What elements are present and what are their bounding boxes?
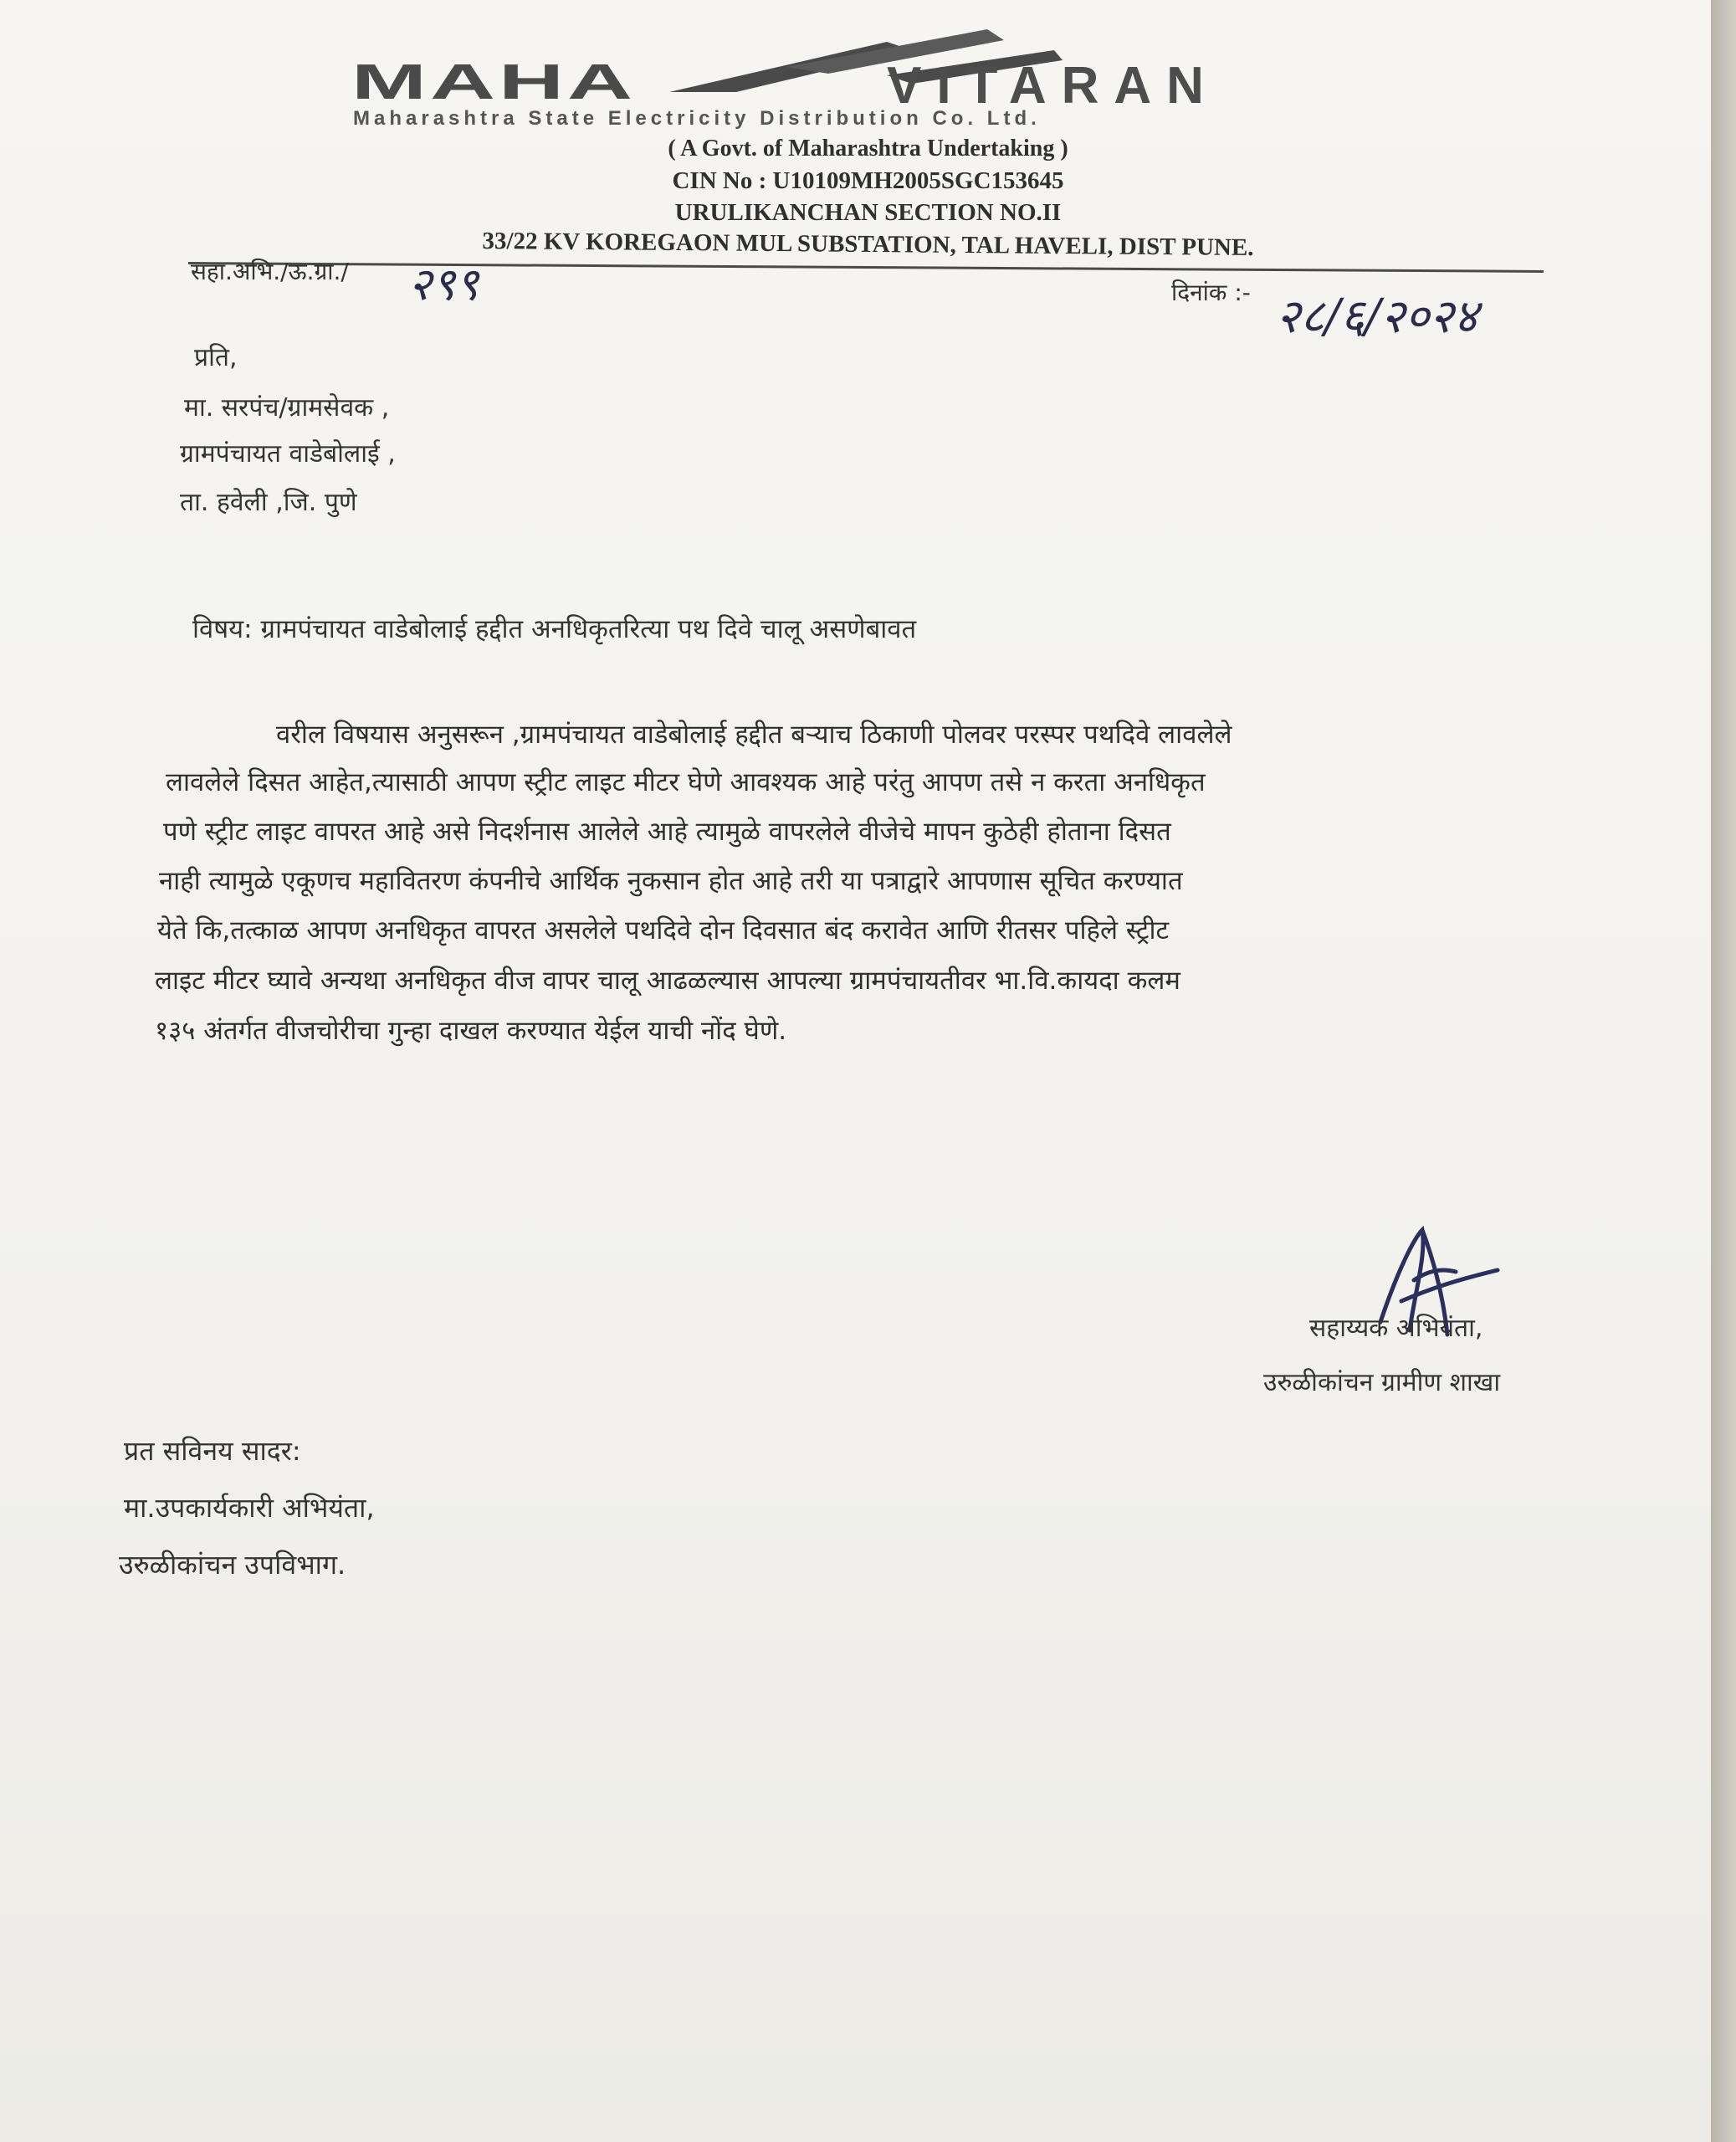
header-divider — [188, 262, 1544, 273]
date-label: दिनांक :- — [1171, 279, 1251, 306]
body-line: पणे स्ट्रीट लाइट वापरत आहे असे निदर्शनास आलेले आहे त्यामुळे वापरलेले वीजेचे मापन कुठेही होताना दिसत — [163, 817, 1171, 847]
signatory-office: उरुळीकांचन ग्रामीण शाखा — [1263, 1368, 1501, 1397]
recipient-line: प्रति, — [194, 343, 238, 372]
date-value: २८/६/२०२४ — [1276, 290, 1478, 344]
body-line: १३५ अंतर्गत वीजचोरीचा गुन्हा दाखल करण्यात येईल याची नोंद घेणे. — [155, 1016, 787, 1046]
body-line: येते कि,तत्काळ आपण अनधिकृत वापरत असलेले पथदिवे दोन दिवसात बंद करावेत आणि रीतसर पहिले स्ट्रीट — [157, 915, 1170, 945]
subject-line: विषय: ग्रामपंचायत वाडेबोलाई हद्दीत अनधिकृतरित्या पथ दिवे चालू असणेबावत — [192, 614, 917, 644]
reference-number: २९९ — [408, 258, 479, 310]
copy-to-line: मा.उपकार्यकारी अभियंता, — [124, 1492, 375, 1524]
cin-line: CIN No : U10109MH2005SGC153645 — [672, 167, 1064, 194]
brand-primary: MAHA — [351, 54, 636, 110]
recipient-line: ता. हवेली ,जि. पुणे — [180, 488, 357, 517]
body-line: लाइट मीटर घ्यावे अन्यथा अनधिकृत वीज वापर चालू आढळल्यास आपल्या ग्रामपंचायतीवर भा.वि.कायदा कलम — [155, 966, 1180, 996]
body-line: नाही त्यामुळे एकूणच महावितरण कंपनीचे आर्थिक नुकसान होत आहे तरी या पत्राद्वारे आपणास सूचित करण्यात — [159, 866, 1183, 896]
signatory-title: सहाय्यक अभियंता, — [1309, 1314, 1483, 1343]
background-surface — [1711, 0, 1736, 2142]
body-line: लावलेले दिसत आहेत,त्यासाठी आपण स्ट्रीट लाइट मीटर घेणे आवश्यक आहे परंतु आपण तसे न करता अनधिकृत — [166, 767, 1206, 797]
brand-tagline: Maharashtra State Electricity Distribution Co. Ltd. — [353, 107, 1041, 130]
reference-label: सहा.अभि./ऊ.ग्रा./ — [191, 258, 349, 285]
body-line: वरील विषयास अनुसरून ,ग्रामपंचायत वाडेबोलाई हद्दीत बऱ्याच ठिकाणी पोलवर परस्पर पथदिवे लावलेले — [276, 720, 1232, 750]
copy-to-line: उरुळीकांचन उपविभाग. — [119, 1549, 346, 1581]
recipient-line: मा. सरपंच/ग्रामसेवक , — [184, 393, 390, 423]
undertaking-line: ( A Govt. of Maharashtra Undertaking ) — [668, 136, 1068, 161]
recipient-line: ग्रामपंचायत वाडेबोलाई , — [180, 439, 396, 469]
substation-line: 33/22 KV KOREGAON MUL SUBSTATION, TAL HAVELI, DIST PUNE. — [482, 227, 1254, 262]
brand-secondary: VITARAN — [887, 57, 1219, 115]
section-line: URULIKANCHAN SECTION NO.II — [674, 199, 1062, 226]
copy-to-line: प्रत सविनय सादर: — [124, 1435, 301, 1467]
